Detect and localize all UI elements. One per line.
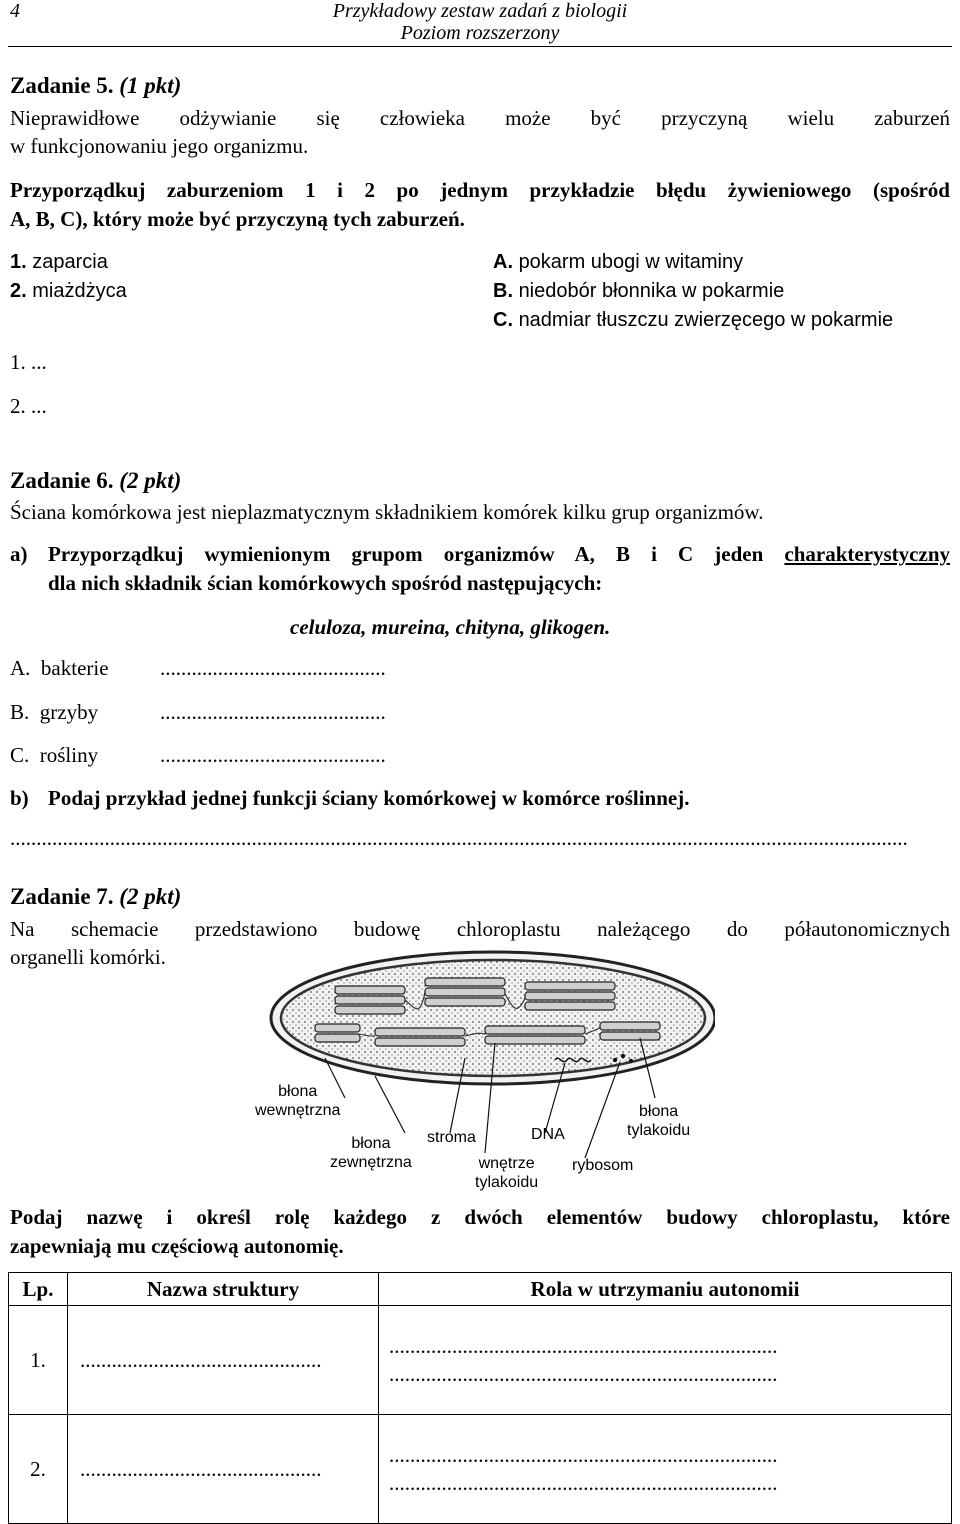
table-row: [9, 1415, 952, 1524]
error-c: C. nadmiar tłuszczu zwierzęcego w pokarmie: [493, 309, 894, 331]
group-c-blank[interactable]: ...........................................: [160, 743, 386, 767]
task7-instruction-line2: zapewniają mu częściową autonomię.: [10, 1234, 344, 1258]
page-number: 4: [10, 0, 20, 22]
col-header-lp: Lp.: [9, 1273, 68, 1306]
task5-instruction-line2: A, B, C), który może być przyczyną tych zaburzeń.: [10, 207, 465, 231]
header-title: Przykładowy zestaw zadań z biologii: [332, 0, 628, 22]
row-role-blank[interactable]: .......................................................................... ..........................................................................: [379, 1415, 952, 1524]
task5-heading: Zadanie 5. (1 pkt): [10, 73, 182, 98]
table-row: [9, 1306, 952, 1415]
header-subtitle: Poziom rozszerzony: [400, 22, 560, 44]
group-c: C. rośliny: [10, 743, 99, 767]
label-inner-membrane: błona wewnętrzna: [255, 1083, 341, 1119]
task6-heading: Zadanie 6. (2 pkt): [10, 468, 182, 493]
disorder-2: 2. miażdżyca: [10, 280, 127, 302]
task7-intro-line1: Na schemacie przedstawiono budowę chloroplastu należącego do półautonomicznych: [10, 917, 950, 941]
label-dna: DNA: [531, 1126, 565, 1143]
answer-table: [8, 1272, 952, 1524]
chloroplast-diagram: [255, 948, 715, 1198]
task5-intro-line1: Nieprawidłowe odżywianie się człowieka może być przyczyną wielu zaburzeń: [10, 106, 950, 130]
part-a-label: a): [10, 542, 28, 566]
task6-intro: Ściana komórkowa jest nieplazmatycznym składnikiem komórek kilku grup organizmów.: [10, 500, 764, 524]
task7-intro-line2: organelli komórki.: [10, 945, 166, 969]
group-a: A. bakterie: [10, 656, 109, 680]
part-b-answer-line[interactable]: ...........................................................................................................................................................................: [10, 826, 908, 850]
wall-components-options: celuloza, mureina, chityna, glikogen.: [290, 615, 611, 639]
row-lp: 1.: [9, 1306, 68, 1415]
label-stroma: stroma: [427, 1129, 476, 1146]
row-name-blank[interactable]: ..............................................: [68, 1415, 379, 1524]
row-role-blank[interactable]: .......................................................................... ..........................................................................: [379, 1306, 952, 1415]
group-b: B. grzyby: [10, 700, 99, 724]
group-b-blank[interactable]: ...........................................: [160, 700, 386, 724]
row-lp: 2.: [9, 1415, 68, 1524]
error-a: A. pokarm ubogi w witaminy: [493, 251, 744, 273]
part-a-line2: dla nich składnik ścian komórkowych spośród następujących:: [48, 571, 603, 595]
group-a-blank[interactable]: ...........................................: [160, 656, 386, 680]
header-divider: [8, 46, 952, 47]
part-b-question: Podaj przykład jednej funkcji ściany komórkowej w komórce roślinnej.: [48, 786, 690, 810]
task5-instruction-line1: Przyporządkuj zaburzeniom 1 i 2 po jednym przykładzie błędu żywieniowego (spośród: [10, 178, 950, 202]
row-name-blank[interactable]: ..............................................: [68, 1306, 379, 1415]
task5-intro-line2: w funkcjonowaniu jego organizmu.: [10, 134, 309, 158]
part-a-line1: Przyporządkuj wymienionym grupom organizmów A, B i C jeden charakterystyczny: [48, 542, 950, 566]
disorder-1: 1. zaparcia: [10, 251, 108, 273]
part-b-label: b): [10, 786, 29, 810]
task7-heading: Zadanie 7. (2 pkt): [10, 884, 182, 909]
col-header-name: Nazwa struktury: [68, 1273, 379, 1306]
label-thylakoid-membrane: błona tylakoidu: [627, 1103, 691, 1139]
label-outer-membrane: błona zewnętrzna: [330, 1135, 412, 1171]
table-header-row: [9, 1273, 952, 1306]
task5-answer-2[interactable]: 2. ...: [10, 394, 47, 418]
error-b: B. niedobór błonnika w pokarmie: [493, 280, 785, 302]
label-thylakoid-interior: wnętrze tylakoidu: [475, 1155, 539, 1191]
label-ribosome: rybosom: [572, 1157, 634, 1174]
col-header-role: Rola w utrzymaniu autonomii: [379, 1273, 952, 1306]
task5-answer-1[interactable]: 1. ...: [10, 350, 47, 374]
task7-instruction-line1: Podaj nazwę i określ rolę każdego z dwóch elementów budowy chloroplastu, które: [10, 1205, 950, 1229]
